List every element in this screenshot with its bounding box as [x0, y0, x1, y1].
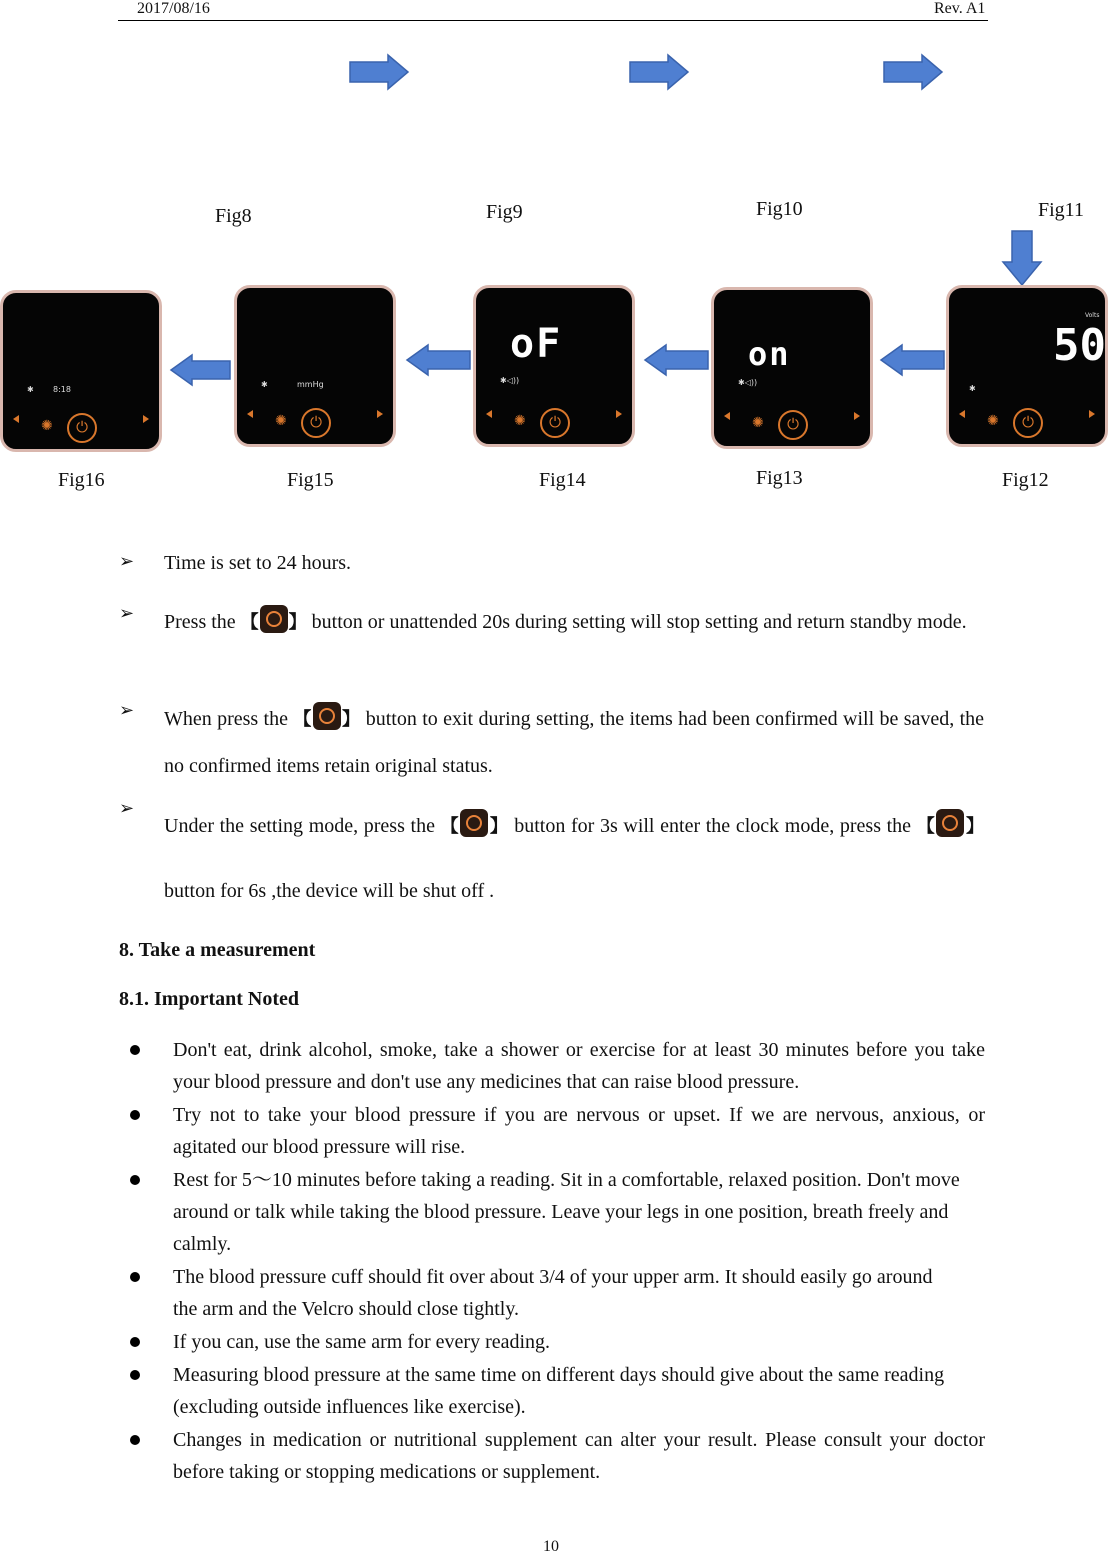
right-arrow-icon	[377, 410, 383, 418]
note-item: Don't eat, drink alcohol, smoke, take a shower or exercise for at least 30 minutes before you take your blood pressure and don't use any medicines that can raise blood pressure.	[173, 1039, 985, 1093]
bullet-text: Time is set to 24 hours.	[164, 552, 352, 574]
power-icon: ⏻	[310, 413, 322, 431]
left-arrow-icon	[724, 412, 730, 420]
figure-label: Fig15	[287, 469, 334, 491]
note-item: Try not to take your blood pressure if you are nervous or upset. If we are nervous, anxious, or agitated our blood pressure will rise.	[173, 1104, 985, 1158]
device-small-readout: Volts	[1085, 312, 1100, 319]
header-date: 2017/08/16	[137, 0, 210, 17]
gear-icon: ✺	[41, 419, 53, 434]
bullet-text-part: Press the	[164, 611, 241, 633]
arrow-right-icon	[346, 52, 410, 92]
device-main-readout: oF	[510, 321, 563, 367]
bullet-text	[164, 696, 984, 789]
arrow-left-icon	[168, 352, 234, 388]
arrow-right-icon	[880, 52, 944, 92]
right-arrow-icon	[854, 412, 860, 420]
section-heading: 8. Take a measurement	[119, 939, 316, 961]
bracket-close: 】	[965, 816, 985, 837]
bluetooth-icon: ✱	[261, 380, 268, 389]
power-icon: ⏻	[1022, 413, 1034, 431]
arrow-down-icon	[1000, 228, 1044, 288]
gear-icon: ✺	[275, 414, 287, 429]
right-arrow-icon	[143, 415, 149, 423]
bullet-text-part: When press the	[164, 708, 294, 730]
figure-label: Fig8	[215, 205, 252, 227]
device-fig15	[234, 285, 396, 447]
bullet-text-part: button for 3s will enter the clock mode, press the	[508, 815, 912, 837]
bluetooth-icon: ✱◁))	[738, 378, 758, 387]
bullet-dot	[130, 1175, 140, 1185]
header-divider	[118, 20, 988, 21]
device-fig12	[946, 285, 1108, 447]
gear-icon: ✺	[987, 414, 999, 429]
left-arrow-icon	[486, 410, 492, 418]
figure-label: Fig9	[486, 201, 523, 223]
bullet-dot	[130, 1272, 140, 1282]
note-item: Measuring blood pressure at the same time on different days should give about the same reading (excluding outside influences like exercise).	[173, 1364, 945, 1418]
device-fig13	[711, 287, 873, 449]
power-button	[778, 410, 808, 440]
figure-label: Fig12	[1002, 469, 1049, 491]
gear-icon: ✺	[514, 414, 526, 429]
power-icon: ⏻	[76, 418, 88, 436]
note-item: Rest for 5～10 minutes before taking a reading. Sit in a comfortable, relaxed position. Don't move around or talk while taking the blood pressure. Leave your legs in one position, breath freely and calmly.	[173, 1169, 960, 1255]
power-icon	[936, 809, 964, 837]
device-main-readout: 50	[1053, 320, 1106, 371]
arrow-left-icon	[642, 342, 712, 378]
bullet-dot	[130, 1045, 140, 1055]
right-arrow-icon	[616, 410, 622, 418]
bullet-text	[164, 794, 984, 923]
bullet-dot	[130, 1435, 140, 1445]
power-button	[540, 408, 570, 438]
power-icon: ⏻	[787, 415, 799, 433]
bullet-text-part: Under the setting mode, press the	[164, 815, 441, 837]
bracket-close: 】	[341, 709, 361, 730]
power-icon: ⏻	[549, 413, 561, 431]
header-revision: Rev. A1	[934, 0, 986, 17]
bracket-open: 【	[440, 816, 460, 837]
device-fig16	[0, 290, 162, 452]
power-button	[67, 413, 97, 443]
bracket-open: 【	[916, 816, 936, 837]
left-arrow-icon	[13, 415, 19, 423]
figure-label: Fig13	[756, 467, 803, 489]
bracket-open: 【	[240, 612, 259, 633]
bullet-text-part: button to exit during setting, the items had been confirmed will be saved, the no confirmed items retain original status.	[164, 708, 985, 777]
bullet-text-part: button for 6s ,the device will be shut off .	[164, 880, 495, 902]
power-icon	[313, 702, 341, 730]
bluetooth-icon: ✱	[27, 385, 34, 394]
bullet-dot	[130, 1370, 140, 1380]
note-item: The blood pressure cuff should fit over about 3/4 of your upper arm. It should easily go around the arm and the Velcro should close tightly.	[173, 1266, 933, 1320]
page-number: 10	[543, 1538, 559, 1555]
device-small-readout: mmHg	[297, 380, 324, 389]
figure-label: Fig11	[1038, 199, 1084, 221]
device-small-readout: 8:18	[53, 385, 71, 394]
arrow-right-icon	[626, 52, 690, 92]
left-arrow-icon	[959, 410, 965, 418]
power-button	[1013, 408, 1043, 438]
right-arrow-icon	[1089, 410, 1095, 418]
device-main-readout: on	[748, 335, 791, 373]
figure-label: Fig14	[539, 469, 586, 491]
bluetooth-icon: ✱◁))	[500, 376, 520, 385]
device-fig14	[473, 285, 635, 447]
arrow-left-icon	[404, 342, 474, 378]
power-icon	[460, 809, 488, 837]
arrow-left-icon	[878, 342, 948, 378]
power-button	[301, 408, 331, 438]
gear-icon: ✺	[752, 416, 764, 431]
power-icon	[260, 605, 288, 633]
bullet-text-part: button or unattended 20s during setting will stop setting and return standby mode.	[306, 611, 967, 633]
left-arrow-icon	[247, 410, 253, 418]
bracket-open: 【	[293, 709, 312, 730]
bullet-text	[164, 599, 984, 646]
bracket-close: 】	[489, 816, 509, 837]
bullet-arrow-icon: ➢	[119, 551, 135, 572]
bracket-close: 】	[288, 612, 307, 633]
bullet-dot	[130, 1110, 140, 1120]
bluetooth-icon: ✱	[969, 384, 976, 393]
bullet-arrow-icon: ➢	[119, 603, 135, 624]
figure-label: Fig10	[756, 198, 803, 220]
section-subheading: 8.1. Important Noted	[119, 988, 299, 1010]
note-item: If you can, use the same arm for every reading.	[173, 1331, 551, 1353]
bullet-dot	[130, 1337, 140, 1347]
note-item: Changes in medication or nutritional supplement can alter your result. Please consult your doctor before taking or stopping medications or supplement.	[173, 1429, 985, 1483]
bullet-arrow-icon: ➢	[119, 700, 135, 721]
bullet-arrow-icon: ➢	[119, 798, 135, 819]
figure-label: Fig16	[58, 469, 105, 491]
